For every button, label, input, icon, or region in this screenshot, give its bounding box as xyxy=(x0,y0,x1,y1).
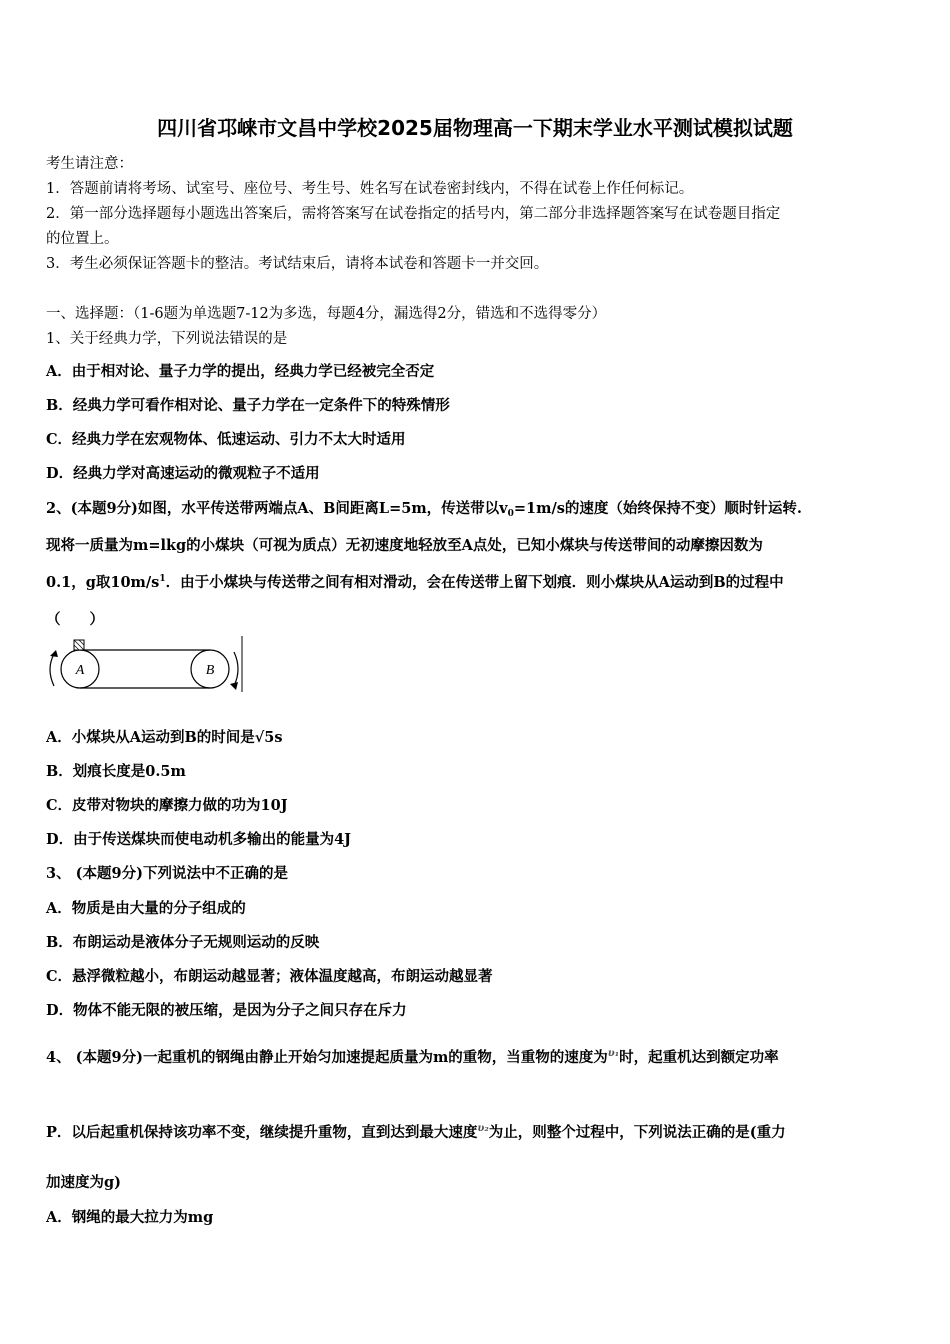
q1-option-b: B．经典力学可看作相对论、量子力学在一定条件下的特殊情形 xyxy=(46,397,450,414)
section-heading: 一、选择题：（1-6题为单选题7-12为多选，每题4分，漏选得2分，错选和不选得零分） xyxy=(46,306,607,322)
q2-line-2: 现将一质量为m=lkg的小煤块（可视为质点）无初速度地轻放至A点处，已知小煤块与传送带间的动摩擦因数为 xyxy=(46,537,763,554)
notice-item-2: 2．第一部分选择题每小题选出答案后，需将答案写在试卷指定的括号内，第二部分非选择题答案写在试卷题目指定 xyxy=(46,206,781,222)
q2-line-3: 0.1，g取$10m/s^1$．由于小煤块与传送带之间有相对滑动，会在传送带上留下划痕．则小煤块从A运动到B的过程中 xyxy=(46,574,784,591)
rotation-arrow-left-icon xyxy=(50,654,54,686)
q1-option-d: D．经典力学对高速运动的微观粒子不适用 xyxy=(46,465,320,482)
notice-item-2-cont: 的位置上。 xyxy=(46,231,119,247)
q1-option-c: C．经典力学在宏观物体、低速运动、引力不太大时适用 xyxy=(46,431,406,448)
q4-line-1: 4、 (本题9分)一起重机的钢绳由静止开始匀加速提起质量为m的重物，当重物的速度为$^{\upsilon_1}$时，起重机达到额定功率 xyxy=(46,1048,779,1066)
q2-option-a: A．小煤块从A运动到B的时间是√5s xyxy=(46,729,283,746)
label-b: B xyxy=(205,663,215,678)
q3-option-a: A．物质是由大量的分子组成的 xyxy=(46,900,246,917)
q2-line-1: 2、(本题9分)如图，水平传送带两端点A、B间距离L=5m，传送带以$v_0=1m/s$的速度（始终保持不变）顺时针运转. xyxy=(46,500,802,519)
v1-symbol: υ₁ xyxy=(607,1048,620,1059)
q4-line-3: 加速度为g) xyxy=(46,1174,121,1191)
notice-item-3: 3．考生必须保证答题卡的整洁。考试结束后，请将本试卷和答题卡一并交回。 xyxy=(46,256,549,272)
q3-option-d: D．物体不能无限的被压缩，是因为分子之间只存在斥力 xyxy=(46,1002,407,1019)
q1-option-a: A．由于相对论、量子力学的提出，经典力学已经被完全否定 xyxy=(46,363,435,380)
rotation-arrow-right-icon xyxy=(234,652,238,686)
q1-stem: 1、关于经典力学，下列说法错误的是 xyxy=(46,331,288,347)
q2-option-b: B．划痕长度是0.5m xyxy=(46,763,186,780)
q4-line-2: P．以后起重机保持该功率不变，继续提升重物，直到达到最大速度$^{\upsilon_2}$为止，则整个过程中，下列说法正确的是(重力 xyxy=(46,1123,786,1141)
v2-symbol: υ₂ xyxy=(477,1123,489,1134)
q4-option-a: A．钢绳的最大拉力为mg xyxy=(46,1209,214,1226)
q2-option-d: D．由于传送煤块而使电动机多输出的能量为4J xyxy=(46,831,352,848)
label-a: A xyxy=(75,663,85,678)
q2-option-c: C．皮带对物块的摩擦力做的功为10J xyxy=(46,797,288,814)
notice-item-1: 1．答题前请将考场、试室号、座位号、考生号、姓名写在试卷密封线内，不得在试卷上作任何标记。 xyxy=(46,181,694,197)
q2-line-4: （ ） xyxy=(46,611,104,628)
notice-heading: 考生请注意： xyxy=(46,156,133,172)
q3-option-b: B．布朗运动是液体分子无规则运动的反映 xyxy=(46,934,320,951)
q3-stem: 3、 (本题9分)下列说法中不正确的是 xyxy=(46,865,288,882)
q3-option-c: C．悬浮微粒越小，布朗运动越显著；液体温度越高，布朗运动越显著 xyxy=(46,968,493,985)
conveyor-belt-diagram xyxy=(44,636,244,696)
page-title: 四川省邛崃市文昌中学校2025届物理高一下期末学业水平测试模拟试题 xyxy=(157,116,793,140)
